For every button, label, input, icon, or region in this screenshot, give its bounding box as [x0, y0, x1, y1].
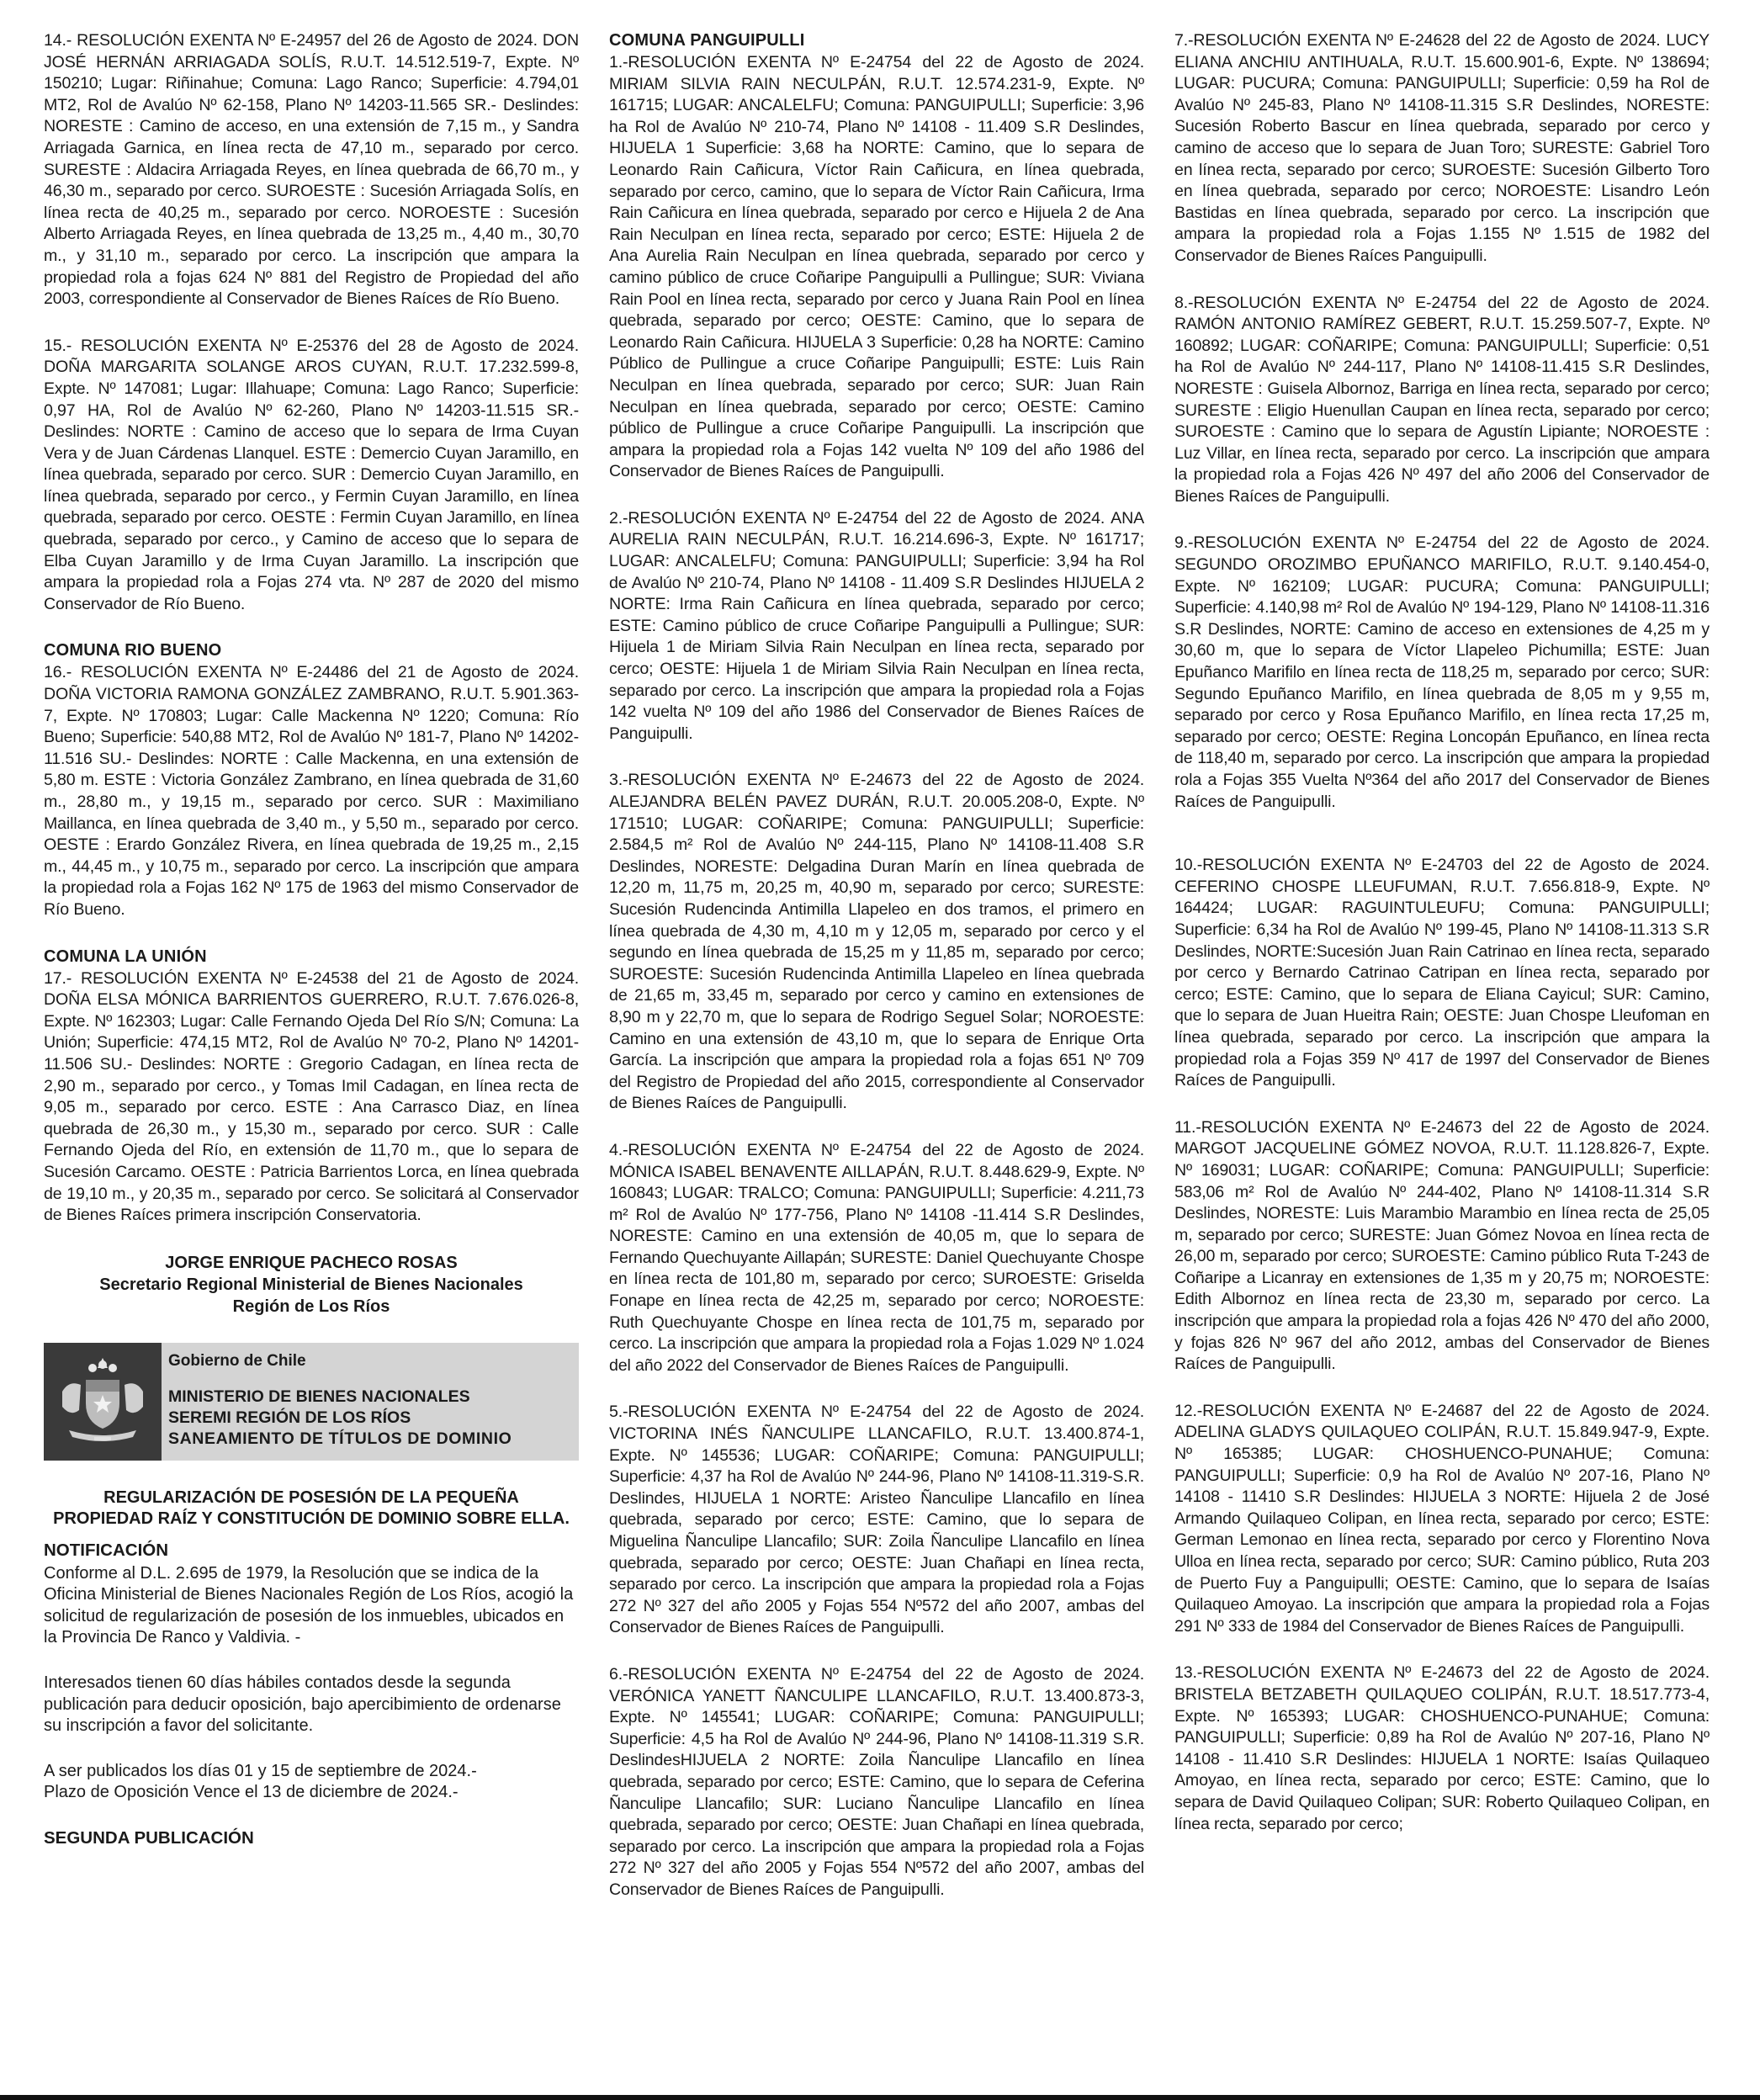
notice-14: 14.- RESOLUCIÓN EXENTA Nº E-24957 del 26 de Agosto de 2024. DON JOSÉ HERNÁN ARRIAGADA SOLÍS, R.U.T. 14.512.519-7, Expte. Nº 150210; Lugar: Riñinahue; Comuna: Lago Ranco; Superficie: 4.794,01 MT2, Rol de Avalúo Nº 62-158, Plano Nº 14203-11.565 SR.- Deslindes: NORESTE : Camino de acceso, en una extensión de 7,15 m., y Sandra Arriagada Garnica, en línea recta de 47,10 m., separado por cerco. SURESTE : Aldacira Arriagada Reyes, en línea quebrada de 66,70 m., y 46,30 m., separado por cerco. SUROESTE : Sucesión Arriagada Solís, en línea recta de 40,25 m., separado por cerco. NOROESTE : Sucesión Alberto Arriagada Reyes, en línea quebrada de 13,25 m., 4,40 m., 30,70 m., y 31,10 m., separado por cerco. La inscripción que ampara la propiedad rola a fojas 624 Nº 881 del Registro de Propiedad del año 2003, correspondiente al Conservador de Bienes Raíces de Río Bueno. — [44, 31, 579, 309]
notice-10: 10.-RESOLUCIÓN EXENTA Nº E-24703 del 22 de Agosto de 2024. CEFERINO CHOSPE LLEUFUMAN, R.U.T. 7.656.818-9, Expte. Nº 164424; LUGAR: RAGUINTULEUFU; Comuna: PANGUIPULLI; Superficie: 6,34 ha Rol de Avalúo Nº 199-45, Plano Nº 14108-11.313 S.R Deslindes, NORTE:Sucesión Juan Rain Catrinao en línea recta, separado por cerco y Bernardo Catrinao Catripan en línea recta, separado por cerco; ESTE: Camino, que lo separa de Eliana Cayicul; SUR: Camino, que lo separa de Juan Hueitra Rain; OESTE: Juan Chospe Lleufoman en línea quebrada, separado por cerco. La inscripción que ampara la propiedad rola a Fojas 359 Nº 417 de 1997 del Conservador de Bienes Raíces de Panguipulli. — [1174, 856, 1710, 1090]
regularization-title-line-1: REGULARIZACIÓN DE POSESIÓN DE LA PEQUEÑA — [103, 1488, 519, 1507]
column-right — [1174, 30, 1710, 1860]
notice-8: 8.-RESOLUCIÓN EXENTA Nº E-24754 del 22 de Agosto de 2024. RAMÓN ANTONIO RAMÍREZ GEBERT, R.U.T. 15.259.507-7, Expte. Nº 160892; LUGAR: COÑARIPE; Comuna: PANGUIPULLI; Superficie: 0,51 ha Rol de Avalúo Nº 244-117, Plano Nº 14108-11.415 S.R Deslindes, NORESTE : Guisela Albornoz, Barriga en línea recta, separado por cerco; SURESTE : Eligio Huenullan Caupan en línea recta, separado por cerco; SUROESTE : Camino que lo separa de Agustín Lipiante; NOROESTE : Luz Villar, en línea recta, separado por cerco. La inscripción que ampara la propiedad rola a Fojas 426 Nº 497 del año 2006 del Conservador de Bienes Raíces de Panguipulli. — [1174, 293, 1710, 506]
notice-17: 17.- RESOLUCIÓN EXENTA Nº E-24538 del 21 de Agosto de 2024. DOÑA ELSA MÓNICA BARRIENTOS GUERRERO, R.U.T. 7.676.026-8, Expte. Nº 162303; Lugar: Calle Fernando Ojeda Del Río S/N; Comuna: La Unión; Superficie: 474,15 MT2, Rol de Avalúo Nº 70-2, Plano Nº 14201-11.506 SU.- Deslindes: NORTE : Gregorio Cadagan, en línea recta de 2,90 m., separado por cerco., y Tomas Imil Cadagan, en línea recta de 9,05 m., separado por cerco. ESTE : Ana Carrasco Diaz, en línea quebrada de 26,30 m., y 15,30 m., separado por cerco. SUR : Calle Fernando Ojeda del Río, en extensión de 11,70 m., que lo separa de Sucesión Carcamo. OESTE : Patricia Barrientos Lorca, en línea quebrada de 19,10 m., y 20,35 m., separado por cerco. Se solicitará al Conservador de Bienes Raíces primera inscripción Conservatoria. — [44, 968, 579, 1225]
notice-9: 9.-RESOLUCIÓN EXENTA Nº E-24754 del 22 de Agosto de 2024. SEGUNDO OROZIMBO EPUÑANCO MARIFILO, R.U.T. 9.140.454-0, Expte. Nº 162109; LUGAR: PUCURA; Comuna: PANGUIPULLI; Superficie: 4.140,98 m² Rol de Avalúo Nº 194-129, Plano Nº 14108-11.316 S.R Deslindes, NORTE: Camino de acceso en extensiones de 4,25 m y 30,60 m, que lo separa de Víctor Llapeleo Pichumilla; ESTE: Juan Epuñanco Marifilo en línea recta de 118,25 m, separado por cerco; SUR: Segundo Epuñanco Marifilo, en línea quebrada de 8,05 m y 9,55 m, separado por cerco y Rosa Epuñanco Marifilo, en línea recta 17,25 m, separado por cerco; OESTE: Regina Loncopán Epuñanco, en línea recta de 118,40 m, separado por cerco. La inscripción que ampara la propiedad rola a Fojas 355 Vuelta Nº364 del año 2017 del Conservador de Bienes Raíces de Panguipulli. — [1174, 533, 1710, 811]
notice-11: 11.-RESOLUCIÓN EXENTA Nº E-24673 del 22 de Agosto de 2024. MARGOT JACQUELINE GÓMEZ NOVOA, R.U.T. 11.128.826-7, Expte. Nº 169031; LUGAR: COÑARIPE; Comuna: PANGUIPULLI; Superficie: 583,06 m² Rol de Avalúo Nº 244-402, Plano Nº 14108-11.314 S.R Deslindes, NORESTE: Luis Marambio Marambio en línea recta de 25,05 m, separado por cerco; SURESTE: Juan Gómez Novoa en línea recta de 26,00 m, separado por cerco; SUROESTE: Camino público Ruta T-243 de Coñaripe a Licanray en extensiones de 1,35 m y 20,75 m; NOROESTE: Edith Albornoz en línea recta de 23,30 m, separado por cerco. La inscripción que ampara la propiedad rola a fojas 426 Nº 470 del año 2000, y fojas 826 Nº 967 del año 2012, ambas del Conservador de Bienes Raíces de Panguipulli. — [1174, 1117, 1710, 1374]
opposition-deadline-line: Plazo de Oposición Vence el 13 de diciembre de 2024.- — [44, 1783, 459, 1802]
gov-title: Gobierno de Chile — [168, 1351, 306, 1370]
signer-region: Región de Los Ríos — [232, 1297, 390, 1316]
notice-5: 5.-RESOLUCIÓN EXENTA Nº E-24754 del 22 de Agosto de 2024. VICTORINA INÉS ÑANCULIPE LLANCAFILO, R.U.T. 13.400.874-1, Expte. Nº 145536; LUGAR: COÑARIPE; Comuna: PANGUIPULLI; Superficie: 4,37 ha Rol de Avalúo Nº 244-96, Plano Nº 14108-11.319-S.R. Deslindes, HIJUELA 1 NORTE: Aristeo Ñanculipe Llancafilo en línea quebrada, separado por cerco; ESTE: Camino, que lo separa de Miguelina Ñanculipe Llancafilo; SUR: Zoila Ñanculipe Llancafilo en línea quebrada, separado por cerco; OESTE: Juan Chañapi en línea recta, separado por cerco. La inscripción que ampara la propiedad rola a Fojas 272 Nº 327 del año 2005 y Fojas 554 Nº572 del año 2007, ambas del Conservador de Bienes Raíces de Panguipulli. — [609, 1403, 1144, 1637]
gobierno-de-chile-logo-icon — [44, 1343, 162, 1461]
notification-text: Conforme al D.L. 2.695 de 1979, la Resolución que se indica de la Oficina Ministerial de Bienes Nacionales Región de Los Ríos, acogió la solicitud de regularización de posesión de los inmuebles, ubicados en la Provincia De Ranco y Valdivia. - — [44, 1563, 574, 1647]
regularization-title — [44, 1488, 579, 1530]
section-heading-panguipulli: COMUNA PANGUIPULLI — [609, 31, 805, 50]
regularization-title-line-2: PROPIEDAD RAÍZ Y CONSTITUCIÓN DE DOMINIO SOBRE ELLA. — [53, 1509, 570, 1528]
notice-1: 1.-RESOLUCIÓN EXENTA Nº E-24754 del 22 de Agosto de 2024. MIRIAM SILVIA RAIN NECULPÁN, R.U.T. 12.574.231-9, Expte. Nº 161715; LUGAR: ANCALELFU; Comuna: PANGUIPULLI; Superficie: 3,96 ha Rol de Avalúo Nº 210-74, Plano Nº 14108 - 11.409 S.R Deslindes, HIJUELA 1 Superficie: 3,68 ha NORTE: Camino, que lo separa de Leonardo Rain Cañicura, Víctor Rain Cañicura, en línea quebrada, separado por cerco, camino, que lo separa de Víctor Rain Cañicura, Irma Rain Cañicura en línea quebrada, separado por cerco e Hijuela 2 de Ana Rain Neculpan en línea recta, separado por cerco; ESTE: Hijuela 2 de Ana Aurelia Rain Neculpan en línea quebrada, separado por cerco y camino público de cruce Coñaripe Panguipulli a Pullingue; SUR: Viviana Rain Pool en línea recta, separado por cerco y Juana Rain Pool en línea quebrada, separado por cerco; OESTE: Camino, que lo separa de Leonardo Rain Cañicura. HIJUELA 3 Superficie: 0,28 ha NORTE: Camino Público de Pullingue a cruce Coñaripe Panguipulli; ESTE: Luis Rain Neculpan en línea quebrada, separado por cerco; SUR: Juan Rain Neculpan en línea quebrada, separado por cerco; OESTE: Camino público de Pullingue a cruce Coñaripe Panguipulli. La inscripción que ampara la propiedad rola a Fojas 142 vuelta Nº 109 del año 1986 del Conservador de Bienes Raíces de Panguipulli. — [609, 53, 1144, 481]
publication-dates — [44, 1761, 579, 1804]
notice-7: 7.-RESOLUCIÓN EXENTA Nº E-24628 del 22 de Agosto de 2024. LUCY ELIANA ANCHIU ANTIHUALA, R.U.T. 15.600.901-6, Expte. Nº 138694; LUGAR: PUCURA; Comuna: PANGUIPULLI; Superficie: 0,59 ha Rol de Avalúo Nº 245-83, Plano Nº 14108-11.315 S.R Deslindes, NORESTE: Sucesión Roberto Bascur en línea quebrada, separado por cerco y camino de acceso que lo separa de Juan Toro; SURESTE: Gabriel Toro en línea recta, separado por cerco; SUROESTE: Sucesión Gilberto Toro en línea quebrada, separado por cerco; NOROESTE: Lisandro León Bastidas en línea quebrada, separado por cerco. La inscripción que ampara la propiedad rola a Fojas 1.155 Nº 1.515 de 1982 del Conservador de Bienes Raíces Panguipulli. — [1174, 31, 1710, 265]
section-heading-rio-bueno: COMUNA RIO BUENO — [44, 641, 222, 660]
notice-6: 6.-RESOLUCIÓN EXENTA Nº E-24754 del 22 de Agosto de 2024. VERÓNICA YANETT ÑANCULIPE LLANCAFILO, R.U.T. 13.400.873-3, Expte. Nº 145541; LUGAR: COÑARIPE; Comuna: PANGUIPULLI; Superficie: 4,5 ha Rol de Avalúo Nº 244-96, Plano Nº 14108-11.319 S.R. DeslindesHIJUELA 2 NORTE: Zoila Ñanculipe Llancafilo en línea quebrada, separado por cerco; ESTE: Camino, que lo separa de Ceferina Ñanculipe Llancafilo; SUR: Luciano Ñanculipe Llancafilo en línea quebrada, separado por cerco; OESTE: Juan Chañapi en línea quebrada, separado por cerco. La inscripción que ampara la propiedad rola a Fojas 272 Nº 327 del año 2005 y Fojas 554 Nº572 del año 2007, ambas del Conservador de Bienes Raíces de Panguipulli. — [609, 1664, 1144, 1899]
ministry-line: MINISTERIO DE BIENES NACIONALES — [168, 1387, 470, 1406]
notice-16: 16.- RESOLUCIÓN EXENTA Nº E-24486 del 21 de Agosto de 2024. DOÑA VICTORIA RAMONA GONZÁLEZ ZAMBRANO, R.U.T. 5.901.363-7, Expte. Nº 170803; Lugar: Calle Mackenna Nº 1220; Comuna: Río Bueno; Superficie: 540,88 MT2, Rol de Avalúo Nº 181-7, Plano Nº 14202-11.516 SU.- Deslindes: NORTE : Calle Mackenna, en una extensión de 5,80 m. ESTE : Victoria González Zambrano, en línea quebrada de 31,60 m., 28,80 m., y 19,15 m., separado por cerco. SUR : Maximiliano Maillanca, en línea quebrada de 3,40 m., y 5,50 m., separado por cerco. OESTE : Erardo González Rivera, en línea quebrada de 19,25 m., 2,15 m., 44,45 m., y 10,75 m., separado por cerco. La inscripción que ampara la propiedad rola a Fojas 162 Nº 175 de 1963 del mismo Conservador de Río Bueno. — [44, 663, 579, 919]
seremi-line: SEREMI REGIÓN DE LOS RÍOS — [168, 1408, 411, 1427]
notification-heading: NOTIFICACIÓN — [44, 1540, 169, 1560]
government-banner-text — [168, 1351, 572, 1450]
notice-12: 12.-RESOLUCIÓN EXENTA Nº E-24687 del 22 de Agosto de 2024. ADELINA GLADYS QUILAQUEO COLIPÁN, R.U.T. 15.849.947-9, Expte. Nº 165385; LUGAR: CHOSHUENCO-PUNAHUE; Comuna: PANGUIPULLI; Superficie: 0,9 ha Rol de Avalúo Nº 207-16, Plano Nº 14108 - 11410 S.R Deslindes: HIJUELA 3 NORTE: Hijuela 2 de José Armando Quilaqueo Colipan, en línea recta, separado por cerco; ESTE: German Lemonao en línea recta, separado por cerco y Florentino Nova Ulloa en línea recta, separado por cerco; SUR: Camino público, Ruta 203 de Puerto Fuy a Panguipulli; OESTE: Camino, que lo separa de Isaías Quilaqueo Amoyao. La inscripción que ampara la propiedad rola a Fojas 291 Nº 333 de 1984 del Conservador de Bienes Raíces de Panguipulli. — [1174, 1401, 1710, 1636]
section-heading-la-union: COMUNA LA UNIÓN — [44, 947, 207, 966]
notice-3: 3.-RESOLUCIÓN EXENTA Nº E-24673 del 22 de Agosto de 2024. ALEJANDRA BELÉN PAVEZ DURÁN, R.U.T. 20.005.208-0, Expte. Nº 171510; LUGAR: COÑARIPE; Comuna: PANGUIPULLI; Superficie: 2.584,5 m² Rol de Avalúo Nº 244-115, Plano Nº 14108-11.408 S.R Deslindes, NORESTE: Delgadina Duran Marín en línea quebrada de 12,20 m, 11,75 m, 20,25 m, 40,90 m, separado por cerco; SURESTE: Sucesión Rudencinda Antimilla Llapeleo en dos tramos, el primero en línea quebrada de 4,30 m, 4,10 m y 12,05 m, separado por cerco y el segundo en línea quebrada de 15,25 m y 11,85 m, separado por cerco; SUROESTE: Sucesión Rudencinda Antimilla Llapeleo en línea quebrada de 21,65 m, 33,45 m, separado por cerco y camino en extensiones de 8,90 m y 22,70 m, que lo separa de Rodrigo Seguel Solar; NOROESTE: Camino en una extensión de 43,10 m, que lo separa de Enrique Orta García. La inscripción que ampara la propiedad rola a fojas 651 Nº 709 del Registro de Propiedad del año 2015, correspondiente al Conservador de Bienes Raíces de Panguipulli. — [609, 771, 1144, 1113]
bottom-rule — [0, 2095, 1760, 2100]
signature-block — [44, 1252, 579, 1318]
signer-title: Secretario Regional Ministerial de Bienes Nacionales — [99, 1275, 523, 1294]
column-left — [44, 30, 579, 1851]
second-publication-label: SEGUNDA PUBLICACIÓN — [44, 1828, 254, 1848]
opposition-term-text: Interesados tienen 60 días hábiles contados desde la segunda publicación para deducir oposición, bajo apercibimiento de ordenarse su inscripción a favor del solicitante. — [44, 1673, 561, 1736]
notice-15: 15.- RESOLUCIÓN EXENTA Nº E-25376 del 28 de Agosto de 2024. DOÑA MARGARITA SOLANGE AROS CUYAN, R.U.T. 17.232.599-8, Expte. Nº 147081; Lugar: Illahuape; Comuna: Lago Ranco; Superficie: 0,97 HA, Rol de Avalúo Nº 62-260, Plano Nº 14203-11.515 SR.- Deslindes: NORTE : Camino de acceso que lo separa de Irma Cuyan Vera y de Juan Cárdenas Llanquel. ESTE : Demercio Cuyan Jaramillo, en línea quebrada, separado por cerco. SUR : Demercio Cuyan Jaramillo, en línea quebrada, separado por cerco., y Fermin Cuyan Jaramillo, en línea quebrada, separado por cerco. OESTE : Fermin Cuyan Jaramillo, en línea quebrada, separado por cerco., y Camino de acceso que lo separa de Elba Cuyan Jaramillo y de Irma Cuyan Jaramillo. La inscripción que ampara la propiedad rola a Fojas 274 vta. Nº 287 de 2020 del mismo Conservador de Río Bueno. — [44, 336, 579, 613]
publication-dates-line: A ser publicados los días 01 y 15 de septiembre de 2024.- — [44, 1761, 477, 1780]
notice-4: 4.-RESOLUCIÓN EXENTA Nº E-24754 del 22 de Agosto de 2024. MÓNICA ISABEL BENAVENTE AILLAPÁN, R.U.T. 8.448.629-9, Expte. Nº 160843; LUGAR: TRALCO; Comuna: PANGUIPULLI; Superficie: 4.211,73 m² Rol de Avalúo Nº 177-756, Plano Nº 14108 -11.414 S.R Deslindes, NORESTE: Camino en una extensión de 40,05 m, que lo separa de Fernando Quechuyante Aillapán; SURESTE: Daniel Quechuyante Chospe en línea recta de 101,80 m, separado por cerco; SUROESTE: Griselda Fonape en línea recta de 42,25 m, separado por cerco; NOROESTE: Ruth Quechuyante Chospe en línea recta de 101,75 m, separado por cerco. La inscripción que ampara la propiedad rola a Fojas 1.029 Nº 1.024 del año 2022 del Conservador de Bienes Raíces de Panguipulli. — [609, 1140, 1144, 1375]
column-middle — [609, 30, 1144, 1927]
government-banner — [44, 1343, 579, 1461]
saneamiento-line: SANEAMIENTO DE TÍTULOS DE DOMINIO — [168, 1429, 512, 1448]
signer-name: JORGE ENRIQUE PACHECO ROSAS — [165, 1253, 458, 1272]
notice-13: 13.-RESOLUCIÓN EXENTA Nº E-24673 del 22 de Agosto de 2024. BRISTELA BETZABETH QUILAQUEO COLIPÁN, R.U.T. 18.517.773-4, Expte. Nº 165393; LUGAR: CHOSHUENCO-PUNAHUE; Comuna: PANGUIPULLI; Superficie: 0,89 ha Rol de Avalúo Nº 207-16, Plano Nº 14108 - 11.410 S.R Deslindes: HIJUELA 1 NORTE: Isaías Quilaqueo Amoyao, en línea recta, separado por cerco; ESTE: Camino, que lo separa de David Quilaqueo Colipan; SUR: Roberto Quilaqueo Colipan, en línea recta, separado por cerco; — [1174, 1663, 1710, 1833]
notice-2: 2.-RESOLUCIÓN EXENTA Nº E-24754 del 22 de Agosto de 2024. ANA AURELIA RAIN NECULPÁN, R.U.T. 16.214.696-3, Expte. Nº 161717; LUGAR: ANCALELFU; Comuna: PANGUIPULLI; Superficie: 3,94 ha Rol de Avalúo Nº 210-74, Plano Nº 14108 - 11.409 S.R Deslindes HIJUELA 2 NORTE: Irma Rain Cañicura en línea quebrada, separado por cerco; ESTE: Camino público de cruce Coñaripe Panguipulli a Pullingue; SUR: Hijuela 1 de Miriam Silvia Rain Neculpan en línea recta, separado por cerco; OESTE: Hijuela 1 de Miriam Silvia Rain Neculpan en línea recta, separado por cerco. La inscripción que ampara la propiedad rola a Fojas 142 vuelta Nº 109 del año 1986 del Conservador de Bienes Raíces de Panguipulli. — [609, 508, 1144, 743]
